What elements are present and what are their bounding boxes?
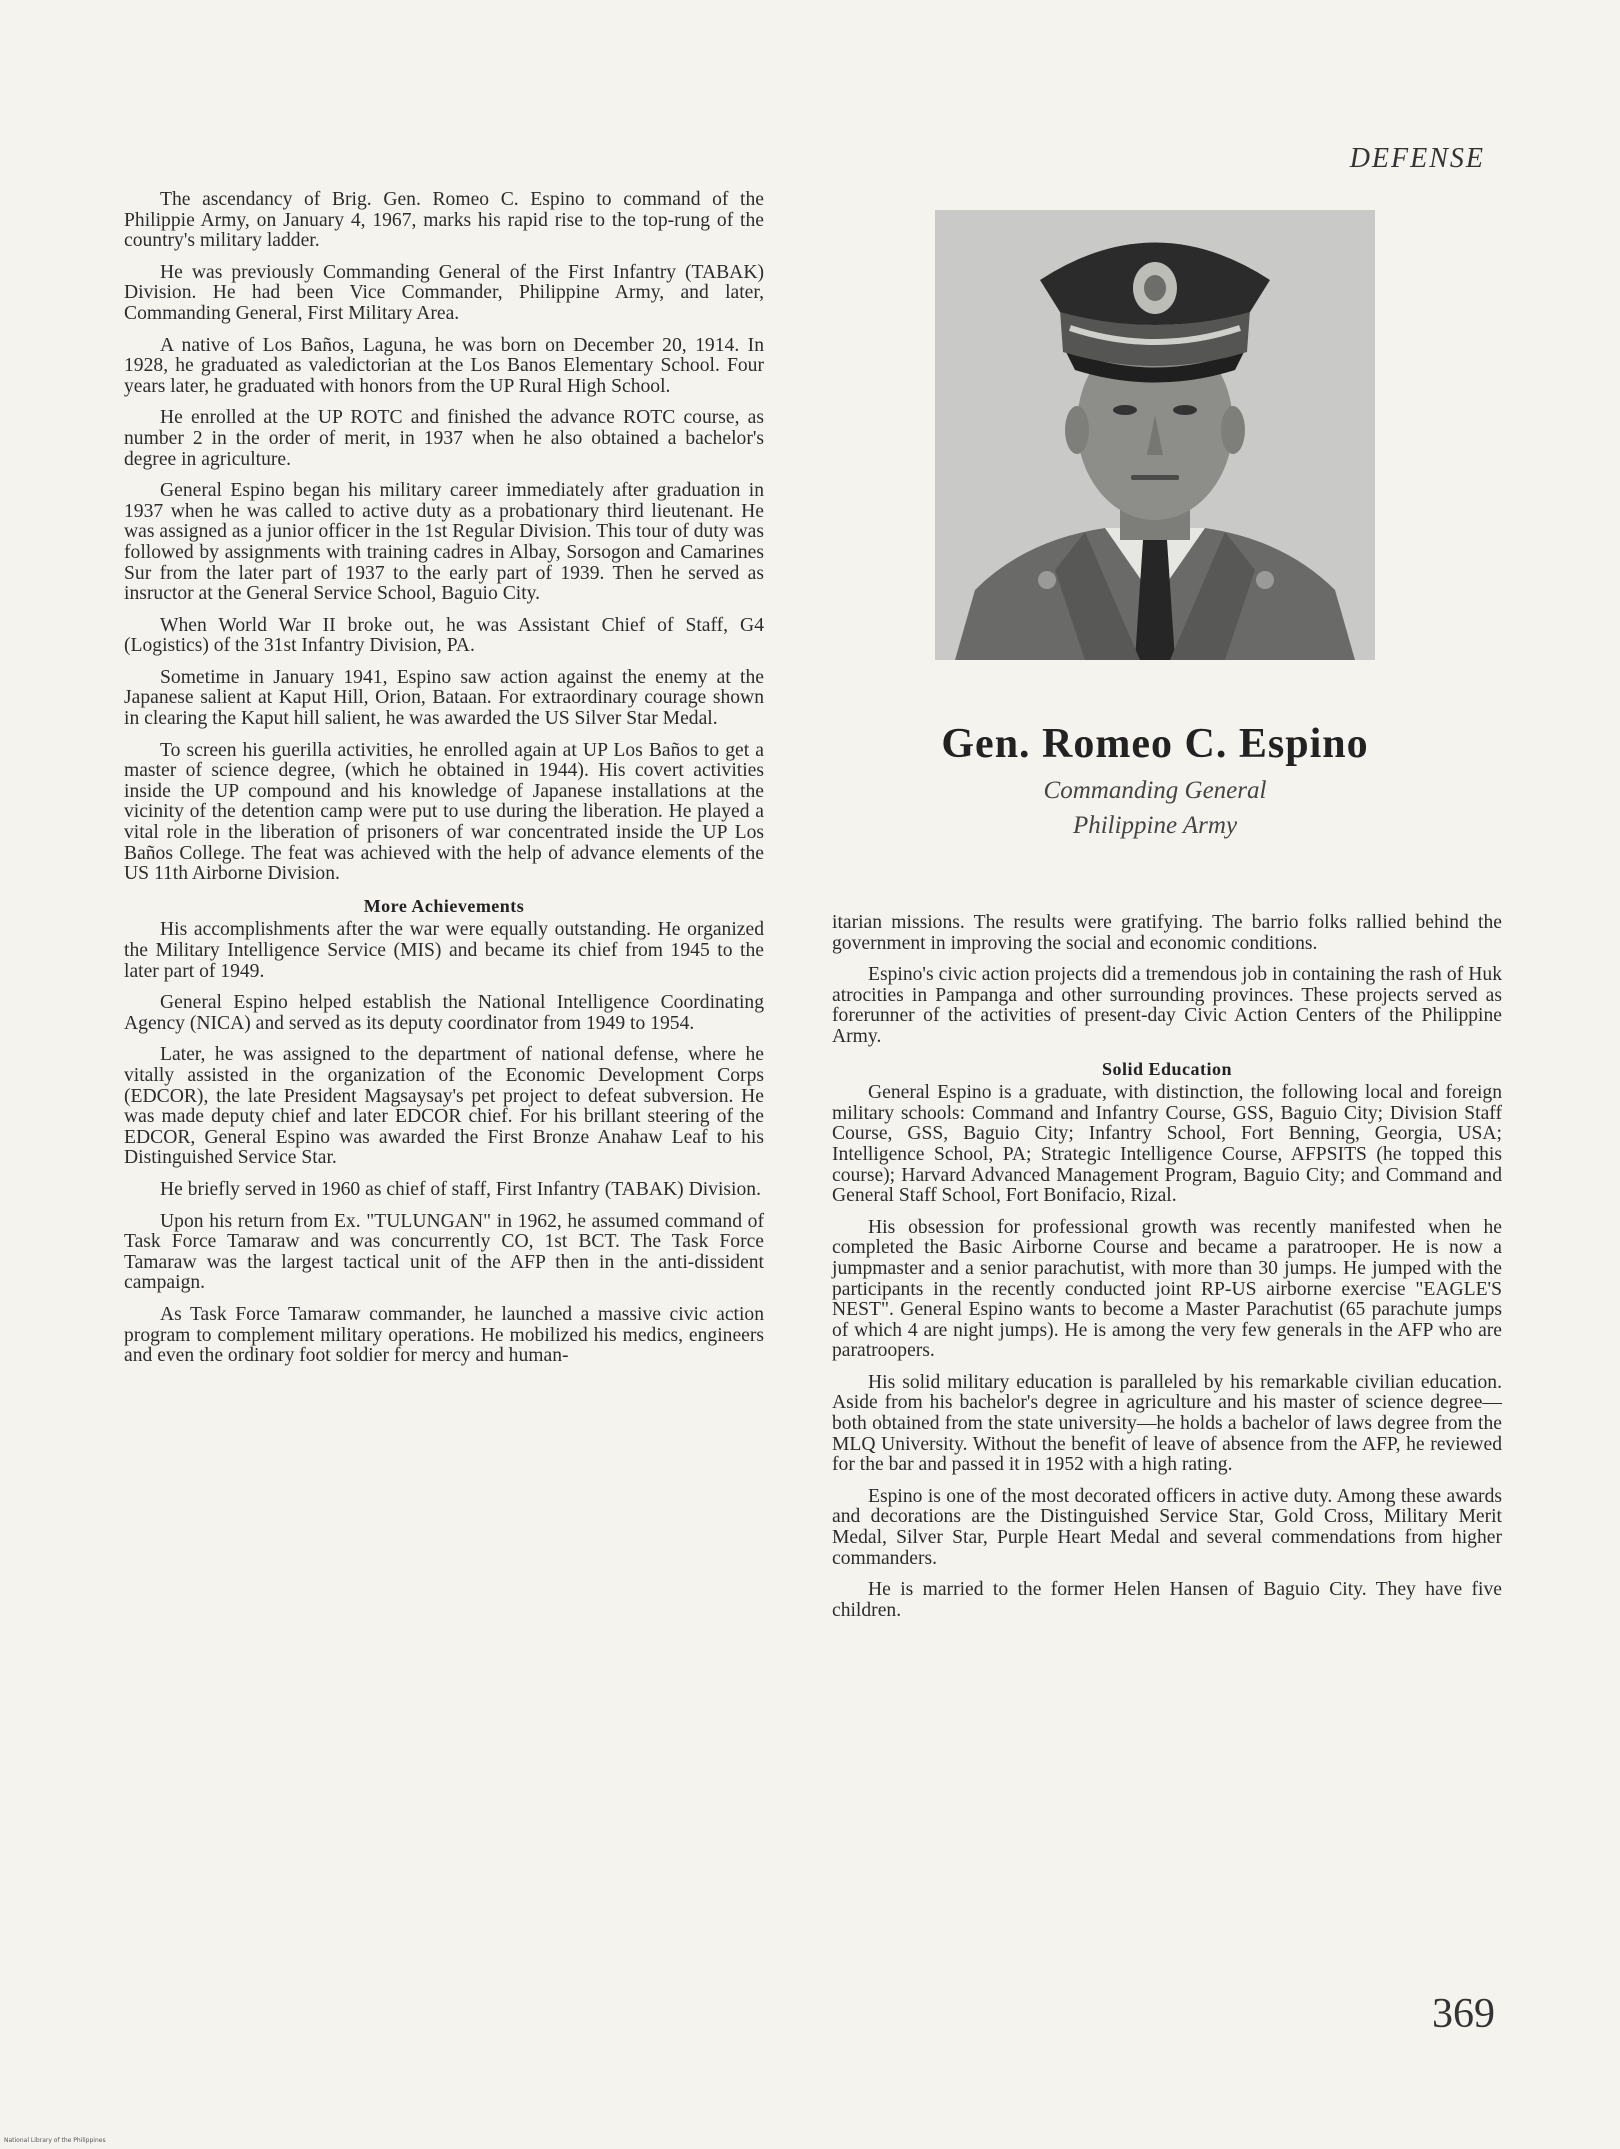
subheading-more-achievements: More Achievements <box>363 895 525 916</box>
paragraph: A native of Los Baños, Laguna, he was born on December 20, 1914. In 1928, he graduated as valedictorian at the Los Banos Elementary School. Four years later, he graduated with honors from the UP Rural High School. <box>124 334 764 397</box>
paragraph: He briefly served in 1960 as chief of staff, First Infantry (TABAK) Division. <box>160 1178 761 1200</box>
paragraph: He is married to the former Helen Hansen of Baguio City. They have five children. <box>832 1579 1502 1621</box>
paragraph: To screen his guerilla activities, he enrolled again at UP Los Baños to get a master of science degree, (which he obtained in 1944). His covert activities inside the UP compound and his knowledge of Japanese installations at the vicinity of the detention camp were put to use during the liberation. He played a vital role in the liberation of prisoners of war concentrated inside the UP Los Baños College. The feat was achieved with the help of advance elements of the US 11th Airborne Division. <box>124 739 764 885</box>
paragraph: General Espino began his military career immediately after graduation in 1937 when he was called to active duty as a probationary third lieutenant. He was assigned as a junior officer in the 1st Regular Division. This tour of duty was followed by assignments with training cadres in Albay, Sorsogon and Camarines Sur from the later part of 1937 to the early part of 1939. Then he served as insructor at the General Service School, Baguio City. <box>124 480 764 605</box>
section-label: DEFENSE <box>1349 143 1485 174</box>
paragraph-continuation: itarian missions. The results were gratifying. The barrio folks rallied behind the government in improving the social and economic conditions. <box>832 912 1502 954</box>
subheading-solid-education: Solid Education <box>1101 1058 1233 1079</box>
paragraph: He was previously Commanding General of the First Infantry (TABAK) Division. He had been Vice Commander, Philippine Army, and later, Commanding General, First Military Area. <box>124 261 764 324</box>
caption-organization: Philippine Army <box>1072 812 1238 839</box>
left-column <box>124 190 764 1378</box>
paragraph: Espino is one of the most decorated officers in active duty. Among these awards and decorations are the Distinguished Service Star, Gold Cross, Military Merit Medal, Silver Star, Purple Heart Medal and several commendations from higher commanders. <box>832 1485 1502 1569</box>
paragraph: Later, he was assigned to the department of national defense, where he vitally assisted in the organization of the Economic Development Corps (EDCOR), the late President Magsaysay's pet project to defeat subversion. He was made deputy chief and later EDCOR chief. For his brillant steering of the EDCOR, General Espino was awarded the First Bronze Anahaw Leaf to his Distinguished Service Star. <box>124 1044 764 1169</box>
portrait-illustration <box>935 210 1375 660</box>
paragraph: He enrolled at the UP ROTC and finished the advance ROTC course, as number 2 in the order of merit, in 1937 when he also obtained a bachelor's degree in agriculture. <box>124 407 764 470</box>
paragraph: His solid military education is paralleled by his remarkable civilian education. Aside from his bachelor's degree in agriculture and his master of science degree—both obtained from the state university—he holds a bachelor of laws degree from the MLQ University. Without the benefit of leave of absence from the AFP, he reviewed for the bar and passed it in 1952 with a high rating. <box>832 1371 1502 1476</box>
paragraph: Espino's civic action projects did a tremendous job in containing the rash of Huk atrocities in Pampanga and other surrounding provinces. These projects served as forerunner of the activities of present-day Civic Action Centers of the Philippine Army. <box>832 964 1502 1047</box>
right-column <box>832 913 1502 1632</box>
paragraph: General Espino helped establish the National Intelligence Coordinating Agency (NICA) and served as its deputy coordinator from 1949 to 1954. <box>124 992 764 1034</box>
paragraph: Upon his return from Ex. "TULUNGAN" in 1962, he assumed command of Task Force Tamaraw and was concurrently CO, 1st BCT. The Task Force Tamaraw was the largest tactical unit of the AFP then in the anti-dissident campaign. <box>124 1210 764 1294</box>
paragraph: As Task Force Tamaraw commander, he launched a massive civic action program to complement military operations. He mobilized his medics, engineers and even the ordinary foot soldier for mercy and human- <box>124 1303 764 1367</box>
paragraph: General Espino is a graduate, with distinction, the following local and foreign military schools: Command and Infantry Course, GSS, Baguio City; Division Staff Course, GSS, Baguio City; Infantry School, Fort Benning, Georgia, USA; Intelligence School, PA; Strategic Intelligence Course, AFPSITS (he topped this course); Harvard Advanced Management Program, Baguio City; and Command and General Staff School, Fort Bonifacio, Rizal. <box>832 1082 1502 1207</box>
caption-title: Commanding General <box>1043 777 1267 804</box>
scan-note: National Library of the Philippines <box>4 2137 106 2144</box>
portrait-photo <box>935 210 1375 660</box>
paragraph: When World War II broke out, he was Assistant Chief of Staff, G4 (Logistics) of the 31st Infantry Division, PA. <box>124 614 764 657</box>
paragraph: Sometime in January 1941, Espino saw action against the enemy at the Japanese salient at Kaput Hill, Orion, Bataan. For extraordinary courage shown in clearing the Kaput hill salient, he was awarded the US Silver Star Medal. <box>124 666 764 730</box>
paragraph: The ascendancy of Brig. Gen. Romeo C. Espino to command of the Philippie Army, on January 4, 1967, marks his rapid rise to the top-rung of the country's military ladder. <box>124 189 764 252</box>
caption-name: Gen. Romeo C. Espino <box>941 721 1369 767</box>
paragraph: His obsession for professional growth was recently manifested when he completed the Basic Airborne Course and became a paratrooper. He is now a jumpmaster and a senior parachutist, with more than 30 jumps. He jumped with the participants in the recently conducted joint RP-US airborne exercise "EAGLE'S NEST". General Espino wants to become a Master Parachutist (65 parachute jumps of which 4 are night jumps). He is among the very few generals in the AFP who are paratroopers. <box>832 1216 1502 1362</box>
page-number: 369 <box>1432 1991 1495 2037</box>
paragraph: His accomplishments after the war were equally outstanding. He organized the Military Intelligence Service (MIS) and became its chief from 1945 to the later part of 1949. <box>124 919 764 982</box>
